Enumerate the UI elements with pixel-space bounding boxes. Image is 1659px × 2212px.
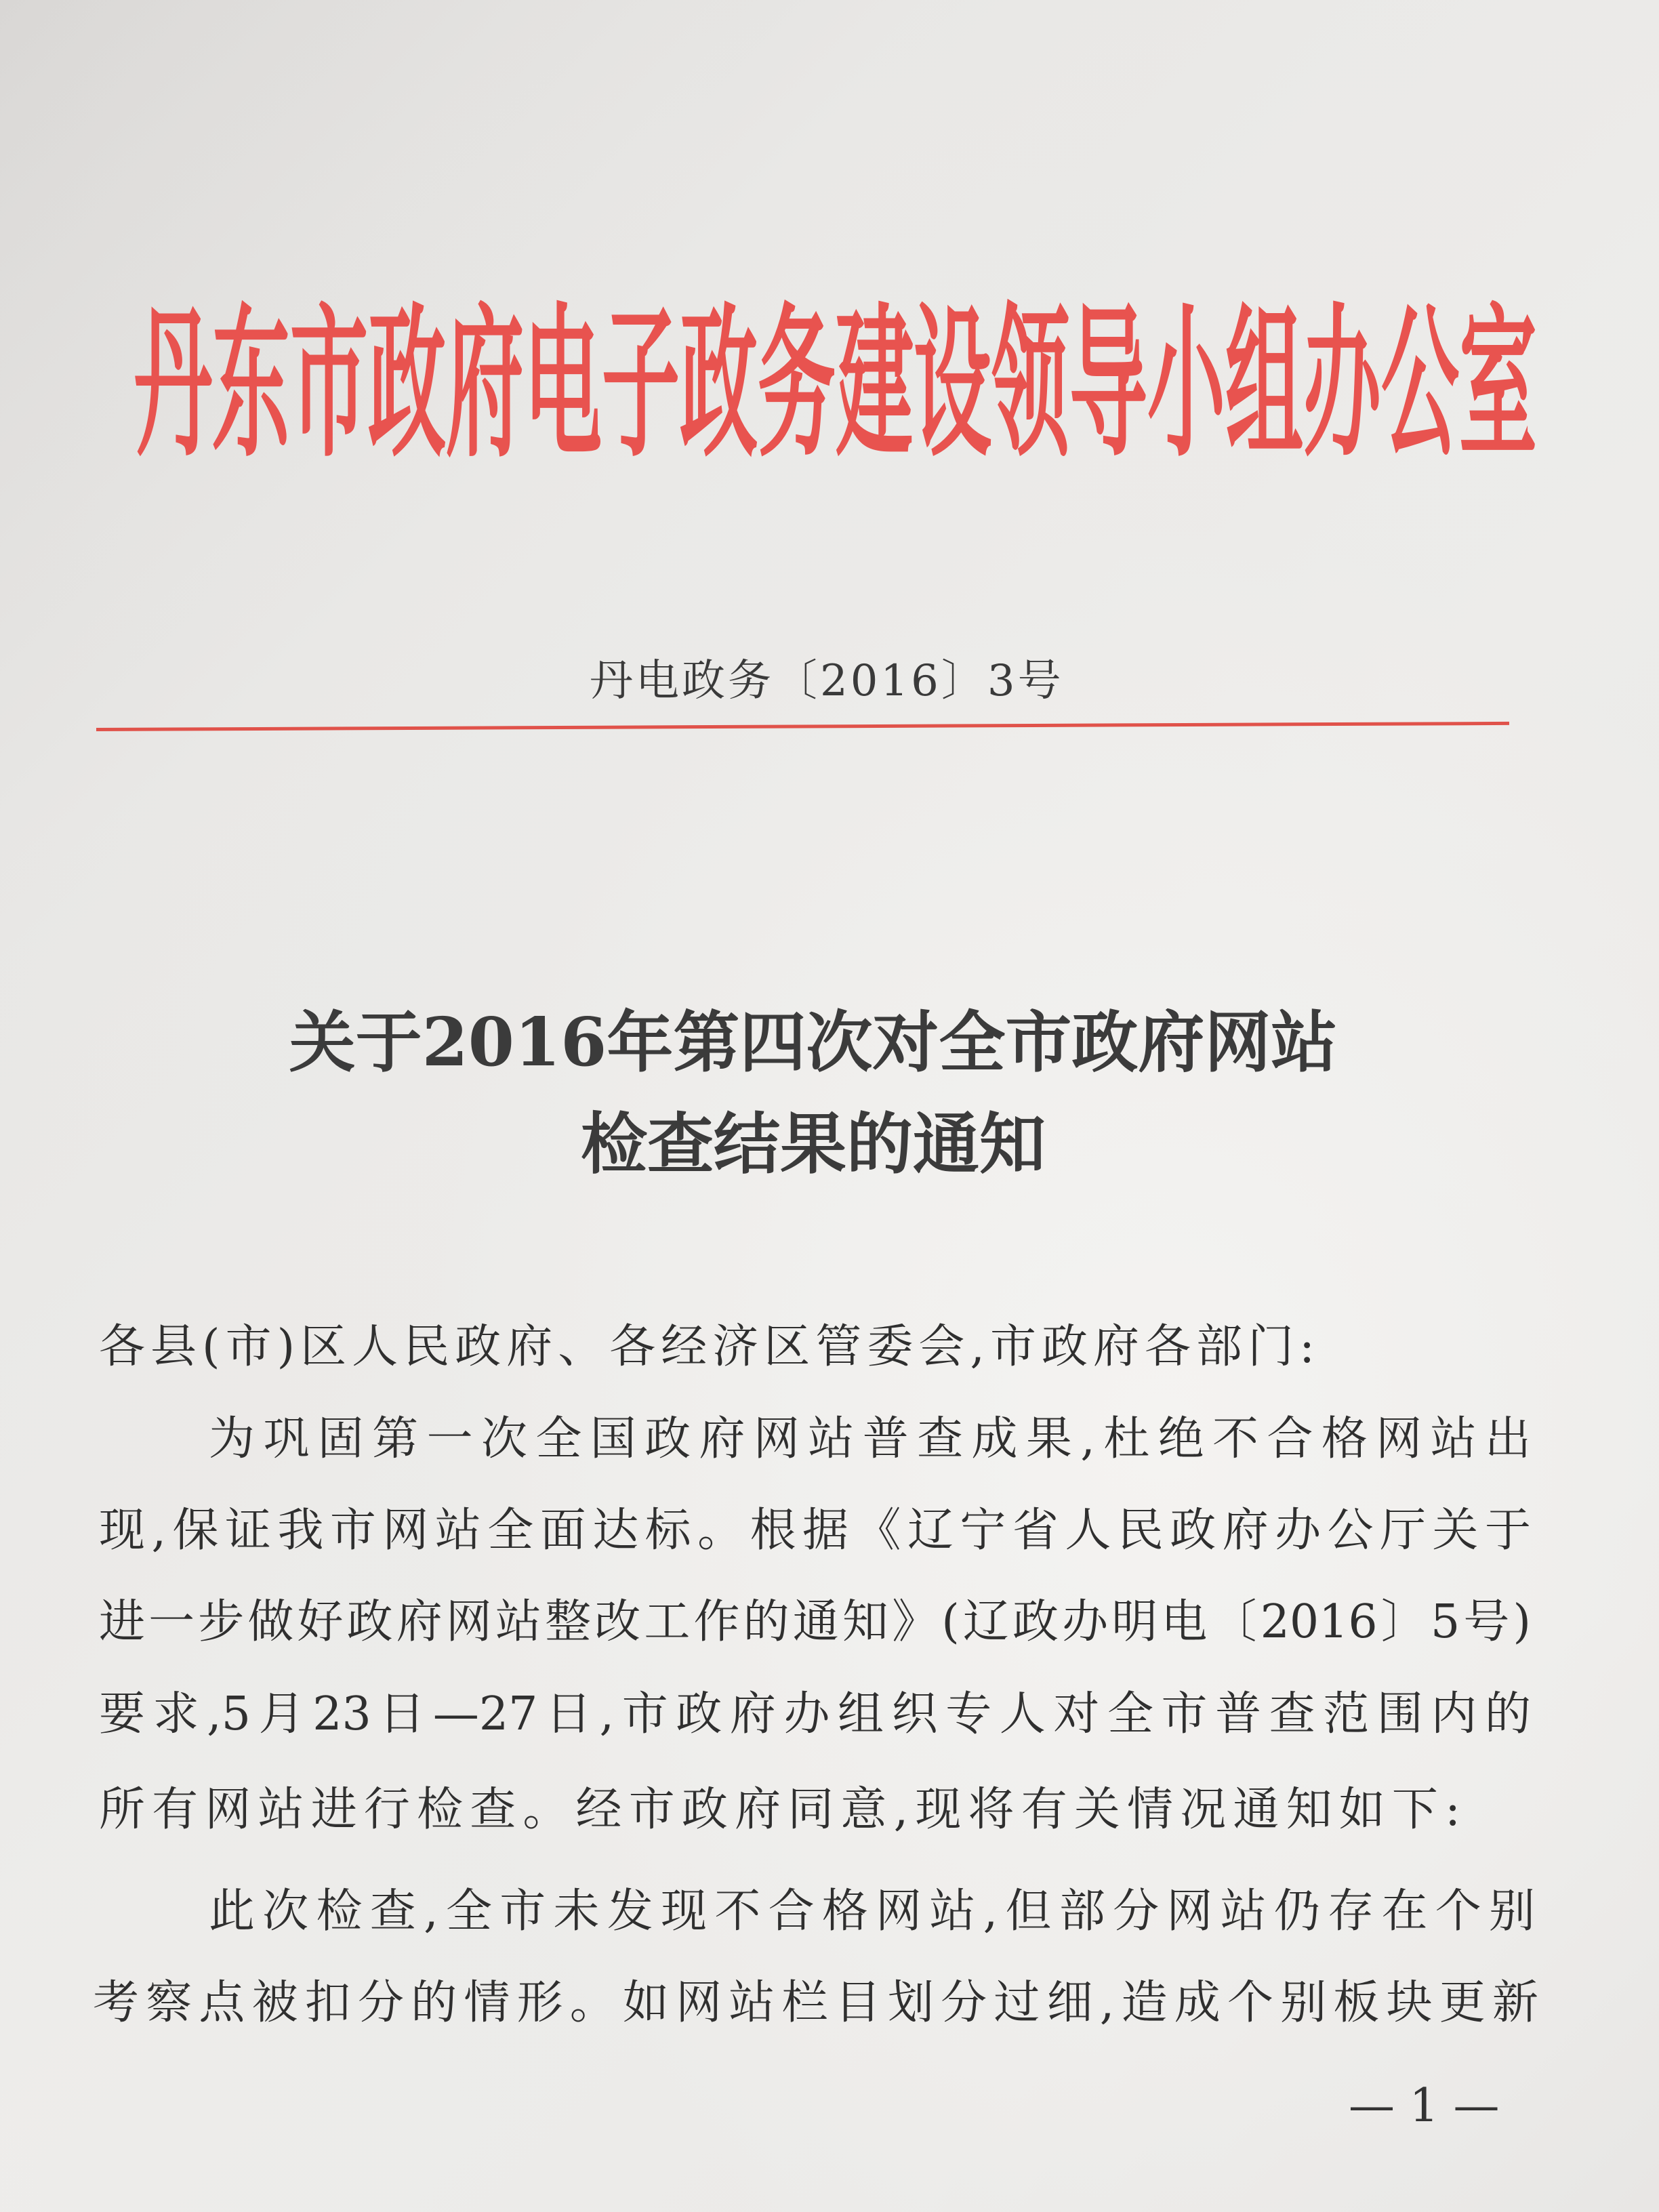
issuing-office-header: 丹东市政府电子政务建设领导小组办公室 [134,287,1538,480]
header-red-rule [96,722,1509,731]
body-line: 考察点被扣分的情形。如网站栏目划分过细,造成个别板块更新 [93,1976,1538,2030]
document-title-line-2: 检查结果的通知 [580,1105,1046,1183]
body-line: 要求,5月23日—27日,市政府办组织专人对全市普查范围内的 [99,1687,1531,1741]
body-line: 现,保证我市网站全面达标。根据《辽宁省人民政府办公厅关于 [99,1504,1531,1557]
body-line: 此次检查,全市未发现不合格网站,但部分网站仍存在个别 [209,1885,1535,1938]
body-line: 进一步做好政府网站整改工作的通知》(辽政办明电〔2016〕5号) [99,1595,1531,1649]
salutation: 各县(市)区人民政府、各经济区管委会,市政府各部门: [99,1320,1315,1374]
body-line: 所有网站进行检查。经市政府同意,现将有关情况通知如下: [99,1783,1460,1837]
document-number: 丹电政务〔2016〕3号 [590,656,1064,706]
body-line: 为巩固第一次全国政府网站普查成果,杜绝不合格网站出 [209,1412,1531,1466]
document-title-line-1: 关于2016年第四次对全市政府网站 [289,1004,1338,1082]
page-number: — 1 — [1349,2079,1500,2133]
